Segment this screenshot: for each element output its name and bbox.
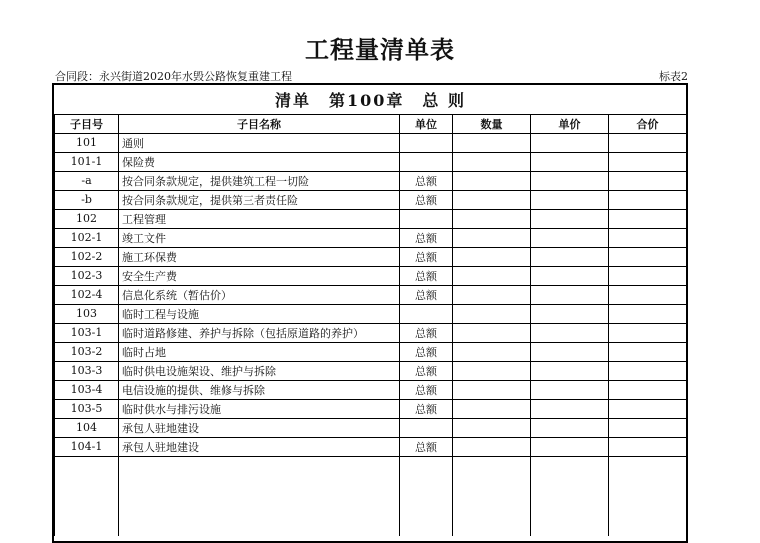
- item-code: 103-2: [55, 342, 119, 361]
- item-unit: [400, 209, 453, 228]
- col-qty-header: 数量: [453, 114, 531, 133]
- item-qty: [453, 285, 531, 304]
- item-code: 103-5: [55, 399, 119, 418]
- item-name: 保险费: [119, 152, 400, 171]
- item-qty: [453, 342, 531, 361]
- empty-cell: [55, 456, 119, 536]
- empty-cell: [609, 456, 687, 536]
- item-unit: 总额: [400, 399, 453, 418]
- item-total: [609, 380, 687, 399]
- item-code: 102-3: [55, 266, 119, 285]
- item-name: 施工环保费: [119, 247, 400, 266]
- item-price: [531, 152, 609, 171]
- table-row: [55, 171, 687, 190]
- item-total: [609, 342, 687, 361]
- item-qty: [453, 304, 531, 323]
- item-price: [531, 399, 609, 418]
- item-name: 通则: [119, 133, 400, 152]
- item-name: 竣工文件: [119, 228, 400, 247]
- item-qty: [453, 323, 531, 342]
- table-row: [55, 304, 687, 323]
- item-code: -a: [55, 171, 119, 190]
- item-price: [531, 190, 609, 209]
- item-code: 103-3: [55, 361, 119, 380]
- item-price: [531, 418, 609, 437]
- table-number: 标表2: [659, 70, 688, 83]
- col-code-header: 子目号: [55, 114, 119, 133]
- table-row: [55, 380, 687, 399]
- item-price: [531, 209, 609, 228]
- item-name: 临时道路修建、养护与拆除（包括原道路的养护）: [119, 323, 400, 342]
- item-price: [531, 304, 609, 323]
- item-name: 安全生产费: [119, 266, 400, 285]
- item-qty: [453, 437, 531, 456]
- item-total: [609, 437, 687, 456]
- item-qty: [453, 209, 531, 228]
- item-code: 102: [55, 209, 119, 228]
- item-price: [531, 133, 609, 152]
- item-qty: [453, 171, 531, 190]
- item-code: 102-4: [55, 285, 119, 304]
- table-row: [55, 228, 687, 247]
- item-price: [531, 285, 609, 304]
- empty-cell: [453, 456, 531, 536]
- table-row: [55, 399, 687, 418]
- item-code: -b: [55, 190, 119, 209]
- item-price: [531, 437, 609, 456]
- item-code: 102-2: [55, 247, 119, 266]
- col-unit-header: 单位: [400, 114, 453, 133]
- item-unit: 总额: [400, 361, 453, 380]
- item-code: 102-1: [55, 228, 119, 247]
- table-row: [55, 152, 687, 171]
- item-unit: 总额: [400, 285, 453, 304]
- table-row: [55, 437, 687, 456]
- item-qty: [453, 152, 531, 171]
- item-price: [531, 228, 609, 247]
- item-name: 承包人驻地建设: [119, 437, 400, 456]
- item-unit: [400, 418, 453, 437]
- item-price: [531, 171, 609, 190]
- item-qty: [453, 266, 531, 285]
- item-total: [609, 361, 687, 380]
- bill-table: [54, 85, 687, 536]
- item-total: [609, 266, 687, 285]
- item-total: [609, 247, 687, 266]
- item-unit: 总额: [400, 228, 453, 247]
- item-name: 信息化系统（暂估价）: [119, 285, 400, 304]
- item-unit: 总额: [400, 342, 453, 361]
- table-row: [55, 342, 687, 361]
- item-total: [609, 228, 687, 247]
- bill-of-quantities-sheet: [52, 83, 688, 543]
- table-row: [55, 418, 687, 437]
- item-qty: [453, 133, 531, 152]
- item-qty: [453, 361, 531, 380]
- document-title: 工程量清单表: [305, 35, 455, 64]
- item-unit: 总额: [400, 380, 453, 399]
- item-unit: 总额: [400, 323, 453, 342]
- item-total: [609, 133, 687, 152]
- item-unit: 总额: [400, 437, 453, 456]
- empty-cell: [119, 456, 400, 536]
- item-unit: 总额: [400, 171, 453, 190]
- section-title: 清单 第100章 总 则: [55, 85, 687, 114]
- table-row: [55, 266, 687, 285]
- item-total: [609, 285, 687, 304]
- table-row: [55, 247, 687, 266]
- table-row: [55, 323, 687, 342]
- table-row: [55, 190, 687, 209]
- item-qty: [453, 190, 531, 209]
- item-qty: [453, 380, 531, 399]
- item-code: 101-1: [55, 152, 119, 171]
- item-total: [609, 399, 687, 418]
- item-price: [531, 380, 609, 399]
- col-name-header: 子目名称: [119, 114, 400, 133]
- item-unit: [400, 152, 453, 171]
- header-row: [55, 114, 687, 133]
- item-name: 工程管理: [119, 209, 400, 228]
- item-qty: [453, 418, 531, 437]
- contract-section: 合同段：永兴街道2020年水毁公路恢复重建工程: [55, 70, 292, 83]
- col-price-header: 单价: [531, 114, 609, 133]
- item-code: 101: [55, 133, 119, 152]
- item-unit: 总额: [400, 247, 453, 266]
- item-price: [531, 342, 609, 361]
- empty-cell: [400, 456, 453, 536]
- item-code: 103-4: [55, 380, 119, 399]
- item-price: [531, 247, 609, 266]
- item-unit: [400, 304, 453, 323]
- item-qty: [453, 399, 531, 418]
- item-unit: 总额: [400, 190, 453, 209]
- item-name: 临时工程与设施: [119, 304, 400, 323]
- item-total: [609, 152, 687, 171]
- item-qty: [453, 247, 531, 266]
- item-total: [609, 171, 687, 190]
- item-code: 104: [55, 418, 119, 437]
- empty-cell: [531, 456, 609, 536]
- item-name: 临时占地: [119, 342, 400, 361]
- item-name: 按合同条款规定，提供第三者责任险: [119, 190, 400, 209]
- item-name: 承包人驻地建设: [119, 418, 400, 437]
- item-total: [609, 190, 687, 209]
- item-code: 104-1: [55, 437, 119, 456]
- item-total: [609, 209, 687, 228]
- empty-row: [55, 456, 687, 536]
- item-unit: 总额: [400, 266, 453, 285]
- item-name: 临时供水与排污设施: [119, 399, 400, 418]
- item-code: 103: [55, 304, 119, 323]
- item-total: [609, 323, 687, 342]
- item-code: 103-1: [55, 323, 119, 342]
- item-price: [531, 361, 609, 380]
- table-row: [55, 133, 687, 152]
- item-qty: [453, 228, 531, 247]
- item-price: [531, 323, 609, 342]
- col-total-header: 合价: [609, 114, 687, 133]
- item-total: [609, 304, 687, 323]
- item-price: [531, 266, 609, 285]
- item-total: [609, 418, 687, 437]
- table-row: [55, 361, 687, 380]
- item-name: 临时供电设施架设、维护与拆除: [119, 361, 400, 380]
- item-name: 按合同条款规定，提供建筑工程一切险: [119, 171, 400, 190]
- table-row: [55, 209, 687, 228]
- item-name: 电信设施的提供、维修与拆除: [119, 380, 400, 399]
- table-row: [55, 285, 687, 304]
- item-unit: [400, 133, 453, 152]
